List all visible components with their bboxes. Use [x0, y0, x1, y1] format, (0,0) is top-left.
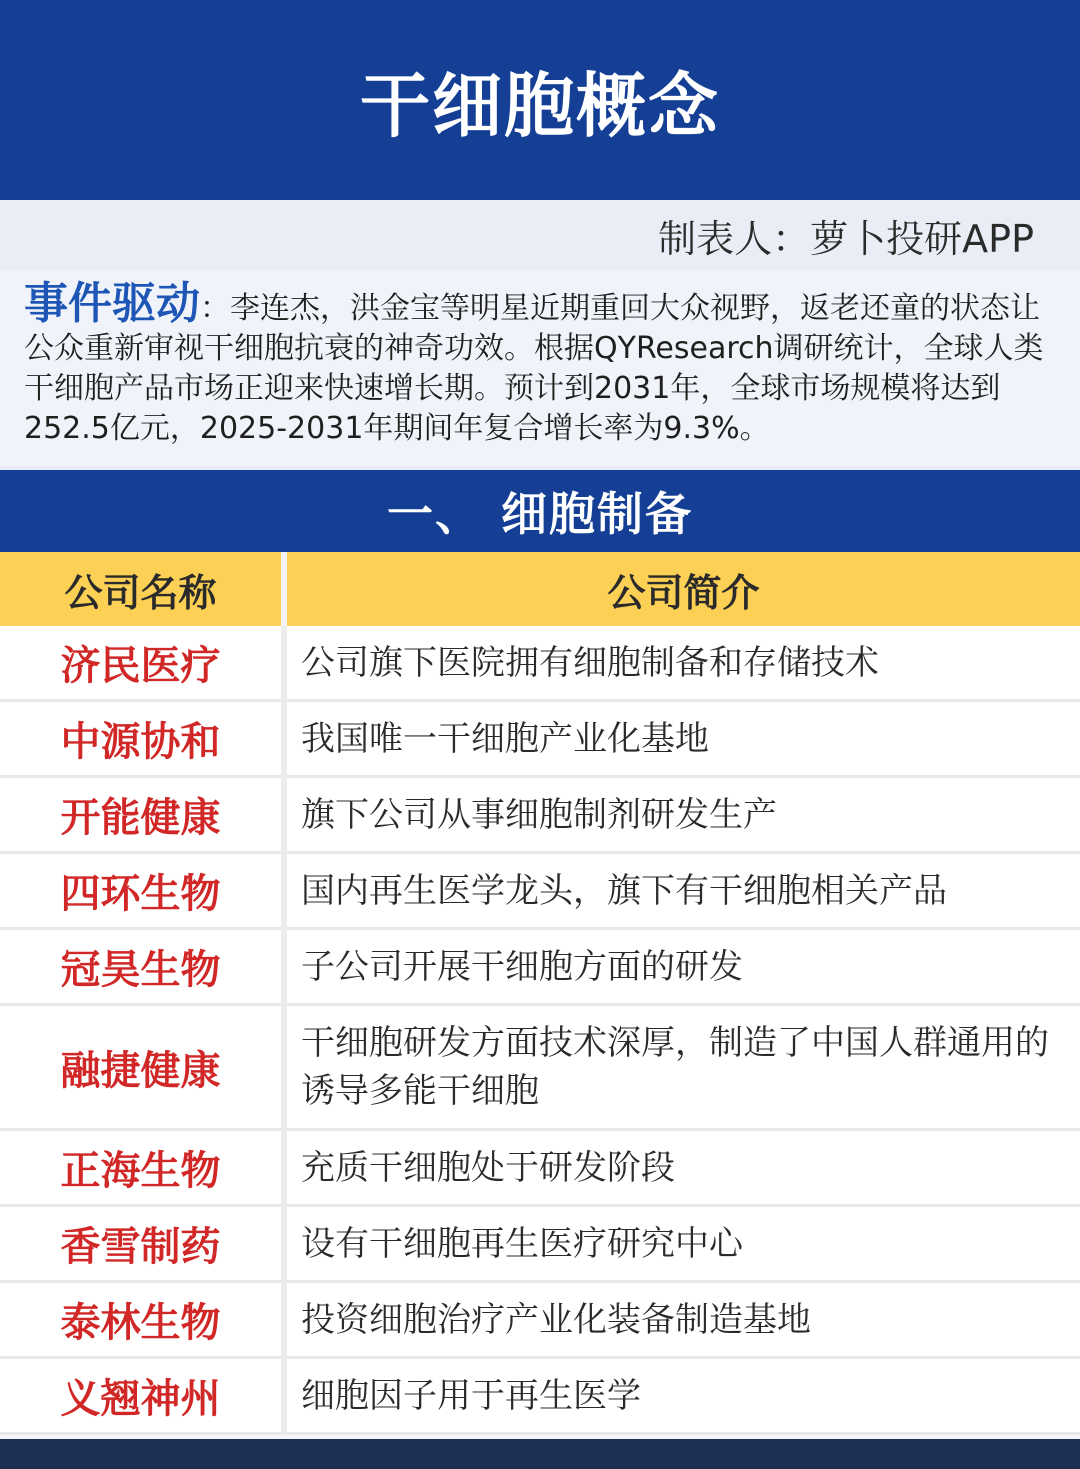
company-name: 四环生物 [0, 853, 284, 929]
company-name: 融捷健康 [0, 1005, 284, 1130]
author-credit: 制表人：萝卜投研APP [658, 216, 1034, 261]
company-table [0, 552, 1080, 1435]
table-row [0, 1282, 1080, 1358]
header-company-name: 公司名称 [0, 552, 284, 626]
company-desc: 细胞因子用于再生医学 [284, 1358, 1080, 1434]
company-desc: 我国唯一干细胞产业化基地 [284, 701, 1080, 777]
table-header-row [0, 552, 1080, 626]
event-label: 事件驱动 [24, 278, 200, 329]
table-row [0, 1206, 1080, 1282]
table-row [0, 1005, 1080, 1130]
table-row [0, 777, 1080, 853]
company-desc: 干细胞研发方面技术深厚，制造了中国人群通用的 诱导多能干细胞 [284, 1005, 1080, 1130]
company-name: 正海生物 [0, 1130, 284, 1206]
company-desc: 旗下公司从事细胞制剂研发生产 [284, 777, 1080, 853]
company-name: 义翘神州 [0, 1358, 284, 1434]
company-name: 济民医疗 [0, 626, 284, 701]
bottom-bar [0, 1439, 1080, 1469]
company-name: 开能健康 [0, 777, 284, 853]
table-row [0, 929, 1080, 1005]
company-desc: 国内再生医学龙头，旗下有干细胞相关产品 [284, 853, 1080, 929]
company-desc: 公司旗下医院拥有细胞制备和存储技术 [284, 626, 1080, 701]
section-title: 一、 细胞制备 [386, 487, 693, 541]
table-row [0, 701, 1080, 777]
table-row [0, 1358, 1080, 1434]
company-desc: 子公司开展干细胞方面的研发 [284, 929, 1080, 1005]
company-name: 香雪制药 [0, 1206, 284, 1282]
table-row [0, 1130, 1080, 1206]
title-banner [0, 0, 1080, 200]
header-company-intro: 公司简介 [284, 552, 1080, 626]
table-row [0, 626, 1080, 701]
section-banner [0, 466, 1080, 552]
table-row [0, 853, 1080, 929]
author-band [0, 200, 1080, 270]
company-desc: 投资细胞治疗产业化装备制造基地 [284, 1282, 1080, 1358]
company-name: 泰林生物 [0, 1282, 284, 1358]
company-name: 冠昊生物 [0, 929, 284, 1005]
event-paragraph [0, 270, 1080, 466]
event-text: ：李连杰，洪金宝等明星近期重回大众视野，返老还童的状态让公众重新审视干细胞抗衰的神奇功效。根据QYResearch调研统计，全球人类干细胞产品市场正迎来快速增长期。预计到2031年，全球市场规模将达到252.5亿元，2025-2031年期间年复合增长率为9.3%。 [24, 291, 1044, 446]
company-desc: 充质干细胞处于研发阶段 [284, 1130, 1080, 1206]
page-title: 干细胞概念 [360, 64, 720, 147]
company-name: 中源协和 [0, 701, 284, 777]
company-desc: 设有干细胞再生医疗研究中心 [284, 1206, 1080, 1282]
